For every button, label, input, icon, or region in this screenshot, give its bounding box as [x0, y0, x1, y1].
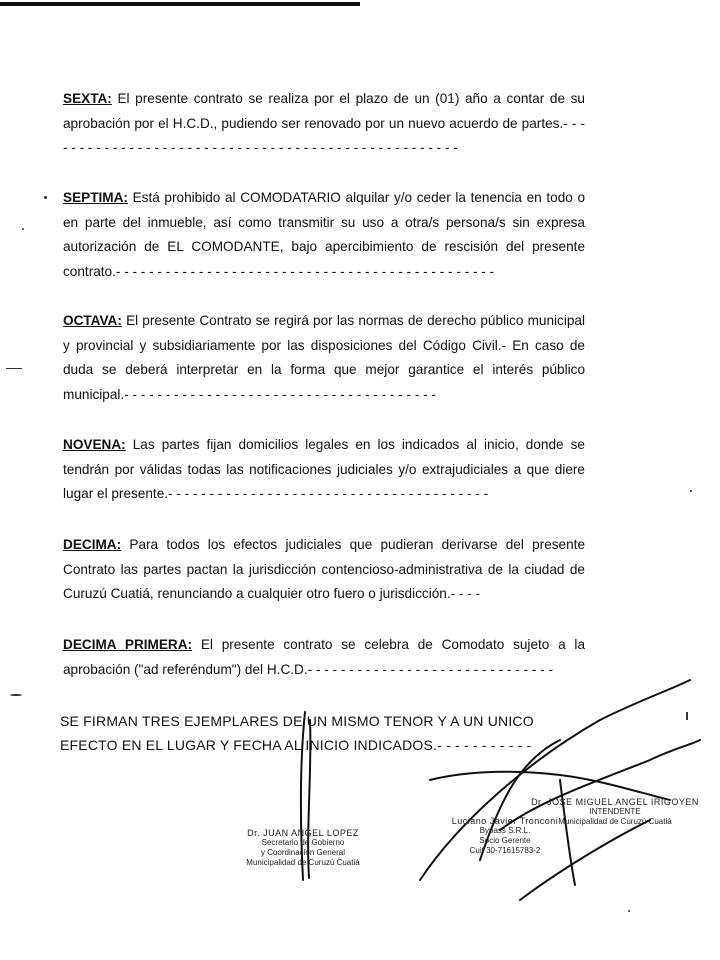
- clause-heading: SEXTA:: [63, 91, 112, 106]
- signatory-title: Secretario de Gobierno: [261, 838, 345, 847]
- clause-decima: [63, 533, 585, 607]
- signatory-cuit: Cuit 30-71615783-2: [469, 846, 541, 855]
- scan-speck: [22, 228, 24, 230]
- signatory-role: Socio Gerente: [479, 836, 531, 845]
- scan-speck: [690, 490, 692, 492]
- signatory-title: INTENDENTE: [589, 807, 641, 816]
- signatory-title: Municipalidad de Curuzú Cuatiá: [246, 858, 360, 867]
- signatory-title: y Coordinación General: [260, 848, 346, 857]
- clause-heading: DECIMA PRIMERA:: [63, 637, 193, 652]
- clause-decima-primera: [63, 633, 585, 682]
- clause-text: Para todos los efectos judiciales que pudieran derivarse del presente Contrato las partes pactan la jurisdicción contencioso-administrativa de la ciudad de Curuzú Cuatiá, renunciando a cualquier otro fuero o jurisdicción.- - - -: [63, 537, 586, 602]
- signatory-title: Municipalidad de Curuzú Cuatiá: [558, 817, 672, 826]
- scan-speck: [686, 712, 688, 720]
- clause-text: El presente contrato se celebra de Comodato sujeto a la aprobación ("ad referéndum") del H.C.D.- - - - - - - - - - - - - - - - - - - - - - - - - - - - - -: [63, 637, 585, 677]
- scan-speck: [6, 368, 22, 369]
- clause-octava: [63, 309, 585, 407]
- scan-speck: [44, 196, 47, 199]
- clause-text: Está prohibido al COMODATARIO alquilar y/o ceder la tenencia en todo o en parte del inmueble, así como transmitir su uso a otra/s persona/s sin expresa autorización de EL COMODANTE, bajo apercibimiento de rescisión del presente contrato.- - - - - - - - - - - - - - - - - - - - - - - - - - - - - - - - - - - - - - - - - - - - - -: [63, 190, 585, 279]
- closing-line-2: EFECTO EN EL LUGAR Y FECHA AL INICIO INDICADOS.- - - - - - - - - - -: [60, 737, 532, 753]
- clause-heading: OCTAVA:: [63, 313, 122, 328]
- signatory-name: Dr. JOSE MIGUEL ANGEL IRIGOYEN: [531, 797, 699, 807]
- top-rule: [0, 2, 360, 6]
- scan-speck: [10, 694, 22, 696]
- clause-text: El presente Contrato se regirá por las normas de derecho público municipal y provincial y subsidiariamente por las disposiciones del Código Civil.- En caso de duda se deberá interpretar en la forma que mejor garantice el interés público municipal.- - - - - - - - - - - - - - - - - - - - - - - - - - - - - - - - - - - - - -: [63, 313, 585, 402]
- closing-statement: [60, 709, 600, 757]
- clause-text: El presente contrato se realiza por el plazo de un (01) año a contar de su aprobación por el H.C.D., pudiendo ser renovado por un nuevo acuerdo de partes.- - - - - - - - - - - - - - - - - - - - - - - - - - - - - - - - - - - - - - - - - - - - - - - - - - -: [63, 91, 585, 156]
- signature-block-left: [238, 828, 368, 868]
- clause-heading: SEPTIMA:: [63, 190, 128, 205]
- signature-block-right: [530, 797, 700, 827]
- clause-septima: [63, 186, 585, 284]
- closing-line-1: SE FIRMAN TRES EJEMPLARES DE UN MISMO TENOR Y A UN UNICO: [60, 713, 534, 729]
- signatory-name: Luciano Javier Tronconi: [451, 816, 559, 826]
- scan-speck: [628, 910, 630, 912]
- signatory-company: Bypass S.R.L.: [479, 826, 531, 835]
- clause-heading: NOVENA:: [63, 437, 126, 452]
- signature-stroke: [430, 772, 670, 800]
- clause-novena: [63, 433, 585, 507]
- clause-text: Las partes fijan domicilios legales en los indicados al inicio, donde se tendrán por válidas todas las notificaciones judiciales y/o extrajudiciales a que diere lugar el presente.- - - - - - - - - - - - - - - - - - - - - - - - - - - - - - - - - - - - - - -: [63, 437, 585, 502]
- signatory-name: Dr. JUAN ANGEL LOPEZ: [247, 828, 359, 838]
- clause-sexta: [63, 87, 585, 161]
- clause-heading: DECIMA:: [63, 537, 122, 552]
